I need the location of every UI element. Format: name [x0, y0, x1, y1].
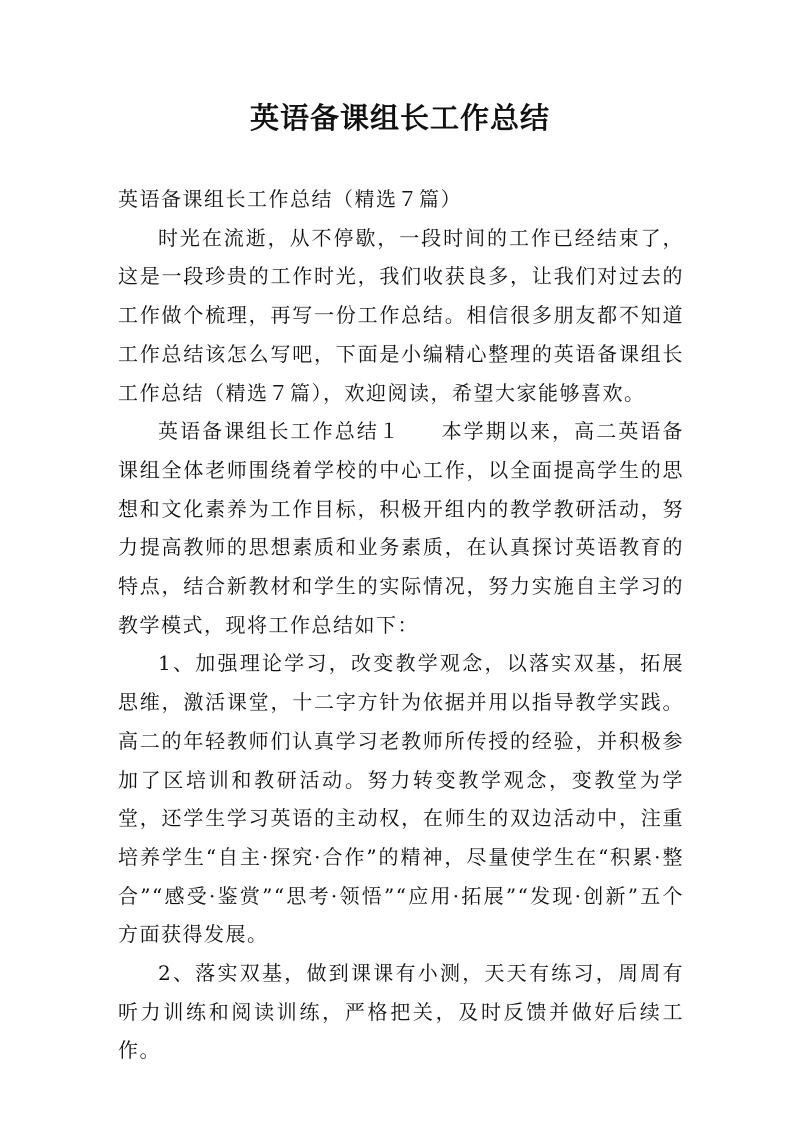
document-body — [118, 180, 684, 1070]
intro-paragraph: 时光在流逝，从不停歇，一段时间的工作已经结束了，这是一段珍贵的工作时光，我们收获良多，让我们对过去的工作做个梳理，再写一份工作总结。相信很多朋友都不知道工作总结该怎么写吧，下面是小编精心整理的英语备课组长工作总结（精选７篇），欢迎阅读，希望大家能够喜欢。 — [118, 225, 684, 405]
point-2-paragraph: 2、落实双基，做到课课有小测，天天有练习，周周有听力训练和阅读训练，严格把关，及时反馈并做好后续工作。 — [118, 961, 684, 1063]
section-1-paragraph — [118, 412, 684, 644]
document-subtitle: 英语备课组长工作总结（精选７篇） — [118, 187, 462, 211]
point-1-paragraph: 1、加强理论学习，改变教学观念，以落实双基，拓展思维，激活课堂，十二字方针为依据并用以指导教学实践。高二的年轻教师们认真学习老教师所传授的经验，并积极参加了区培训和教研活动。努力转变教学观念，变教堂为学堂，还学生学习英语的主动权，在师生的双边活动中，注重培养学生“自主·探究·合作”的精神，尽量使学生在“积累·整合”“感受·鉴赏”“思考·领悟”“应用·拓展”“发现·创新”五个方面获得发展。 — [118, 651, 684, 947]
document-title: 英语备课组长工作总结 — [249, 101, 550, 135]
section-1-intro: 本学期以来，高二英语备课组全体老师围绕着学校的中心工作，以全面提高学生的思想和文化素养为工作目标，积极开组内的教学教研活动，努力提高教师的思想素质和业务素质，在认真探讨英语教育的特点，结合新教材和学生的实际情况，努力实施自主学习的教学模式，现将工作总结如下： — [118, 419, 684, 637]
section-1-heading: 英语备课组长工作总结１ — [158, 419, 401, 444]
